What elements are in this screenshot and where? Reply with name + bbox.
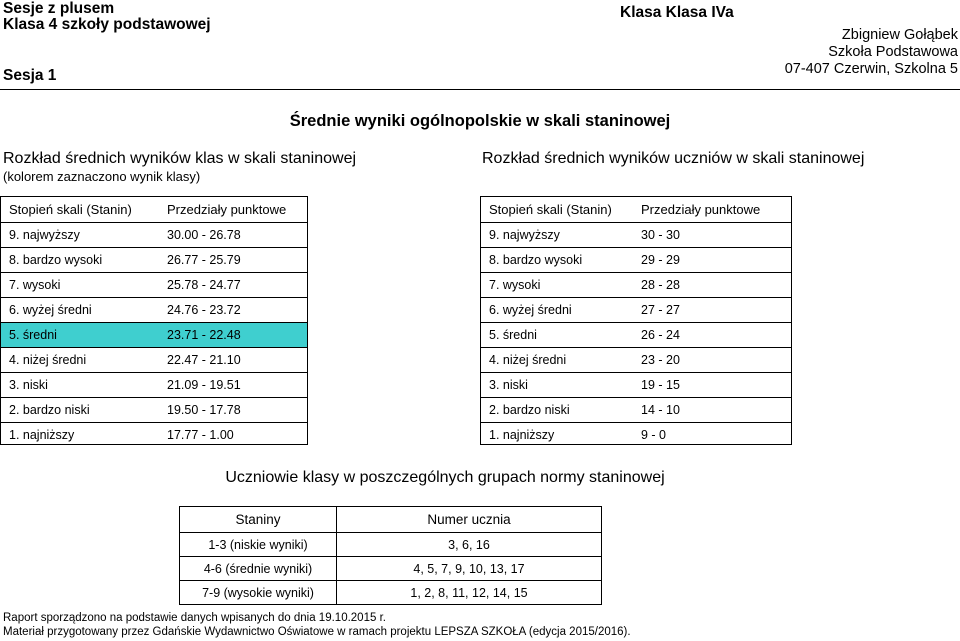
app-name: Sesje z plusem — [3, 0, 115, 17]
table-row — [1, 423, 307, 448]
stanine-cell: 5. średni — [1, 323, 159, 348]
stanine-cell: 9. najwyższy — [1, 223, 159, 248]
table-header — [481, 197, 791, 223]
footer-publisher-note: Materiał przygotowany przez Gdańskie Wydawnictwo Oświatowe w ramach projektu LEPSZA SZKOŁA (edycja 2015/2016). — [3, 626, 631, 638]
footer-date-note: Raport sporządzono na podstawie danych wpisanych do dnia 19.10.2015 r. — [3, 612, 386, 624]
range-cell: 21.09 - 19.51 — [159, 373, 307, 398]
col-header-stanine: Stopień skali (Stanin) — [489, 202, 612, 217]
table-row — [1, 248, 307, 273]
class-stanine-table — [0, 196, 308, 445]
teacher-name: Zbigniew Gołąbek — [841, 27, 958, 43]
table-row — [1, 348, 307, 373]
table-row — [1, 223, 307, 248]
stanine-cell: 4. niżej średni — [481, 348, 633, 373]
table-row — [481, 373, 791, 398]
stanine-cell: 1. najniższy — [481, 423, 633, 448]
stanine-cell: 4. niżej średni — [1, 348, 159, 373]
table-header — [180, 507, 602, 533]
range-cell: 30.00 - 26.78 — [159, 223, 307, 248]
stanine-cell: 8. bardzo wysoki — [1, 248, 159, 273]
table-row — [481, 423, 791, 448]
table-row — [481, 323, 791, 348]
group-cell: 1-3 (niskie wyniki) — [180, 533, 337, 557]
header-divider — [0, 89, 960, 90]
range-cell: 23.71 - 22.48 — [159, 323, 307, 348]
stanine-cell: 8. bardzo wysoki — [481, 248, 633, 273]
school-address: 07-407 Czerwin, Szkolna 5 — [784, 61, 958, 77]
session-label: Sesja 1 — [3, 67, 57, 84]
range-cell: 19 - 15 — [633, 373, 791, 398]
student-groups-table — [179, 506, 602, 605]
table-row — [180, 533, 602, 557]
groups-section-title: Uczniowie klasy w poszczególnych grupach normy staninowej — [225, 469, 665, 486]
right-section-title: Rozkład średnich wyników uczniów w skali staninowej — [482, 150, 865, 167]
stanine-cell: 6. wyżej średni — [481, 298, 633, 323]
group-cell: 7-9 (wysokie wyniki) — [180, 581, 337, 605]
table-row — [481, 298, 791, 323]
range-cell: 19.50 - 17.78 — [159, 398, 307, 423]
table-row — [481, 398, 791, 423]
range-cell: 26.77 - 25.79 — [159, 248, 307, 273]
table-row — [180, 557, 602, 581]
students-cell: 1, 2, 8, 11, 12, 14, 15 — [337, 581, 602, 605]
stanine-cell: 5. średni — [481, 323, 633, 348]
table-row — [180, 581, 602, 605]
range-cell: 14 - 10 — [633, 398, 791, 423]
stanine-cell: 3. niski — [481, 373, 633, 398]
table-row — [1, 298, 307, 323]
table-row — [1, 273, 307, 298]
col-header-student-numbers: Numer ucznia — [337, 507, 602, 533]
range-cell: 22.47 - 21.10 — [159, 348, 307, 373]
range-cell: 17.77 - 1.00 — [159, 423, 307, 448]
col-header-range: Przedziały punktowe — [641, 202, 761, 217]
range-cell: 25.78 - 24.77 — [159, 273, 307, 298]
range-cell: 29 - 29 — [633, 248, 791, 273]
table-row — [481, 248, 791, 273]
col-header-range: Przedziały punktowe — [167, 202, 287, 217]
stanine-cell: 9. najwyższy — [481, 223, 633, 248]
school-name: Szkoła Podstawowa — [828, 44, 958, 60]
stanine-cell: 6. wyżej średni — [1, 298, 159, 323]
table-row — [481, 273, 791, 298]
left-section-note: (kolorem zaznaczono wynik klasy) — [3, 169, 201, 184]
class-level: Klasa 4 szkoły podstawowej — [3, 16, 211, 33]
group-cell: 4-6 (średnie wyniki) — [180, 557, 337, 581]
stanine-cell: 3. niski — [1, 373, 159, 398]
col-header-staniny: Staniny — [180, 507, 337, 533]
range-cell: 9 - 0 — [633, 423, 791, 448]
students-cell: 3, 6, 16 — [337, 533, 602, 557]
table-row — [481, 348, 791, 373]
range-cell: 27 - 27 — [633, 298, 791, 323]
page-title: Średnie wyniki ogólnopolskie w skali staninowej — [289, 112, 671, 130]
student-stanine-table — [480, 196, 792, 445]
range-cell: 23 - 20 — [633, 348, 791, 373]
stanine-cell: 7. wysoki — [481, 273, 633, 298]
table-row — [1, 373, 307, 398]
table-row — [481, 223, 791, 248]
table-header — [1, 197, 307, 223]
stanine-cell: 1. najniższy — [1, 423, 159, 448]
range-cell: 26 - 24 — [633, 323, 791, 348]
students-cell: 4, 5, 7, 9, 10, 13, 17 — [337, 557, 602, 581]
stanine-cell: 2. bardzo niski — [1, 398, 159, 423]
highlighted-class-row — [1, 323, 307, 348]
stanine-cell: 2. bardzo niski — [481, 398, 633, 423]
left-section-title: Rozkład średnich wyników klas w skali staninowej — [3, 150, 357, 167]
stanine-cell: 7. wysoki — [1, 273, 159, 298]
class-name: Klasa Klasa IVa — [620, 4, 734, 21]
range-cell: 24.76 - 23.72 — [159, 298, 307, 323]
col-header-stanine: Stopień skali (Stanin) — [9, 202, 132, 217]
range-cell: 30 - 30 — [633, 223, 791, 248]
range-cell: 28 - 28 — [633, 273, 791, 298]
table-row — [1, 398, 307, 423]
